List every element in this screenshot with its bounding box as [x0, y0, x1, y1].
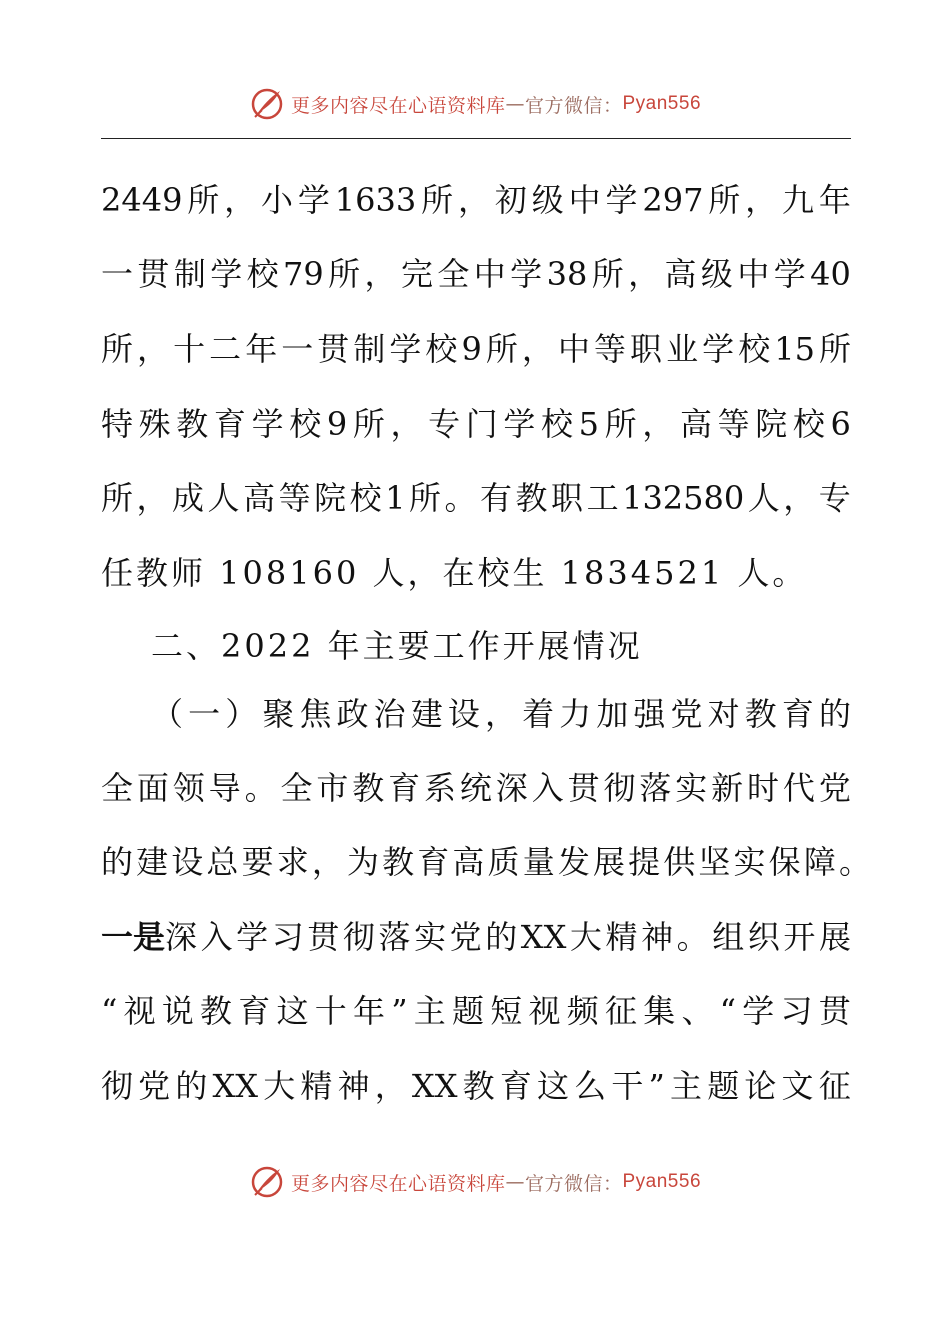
body-line-5: 所 ， 成 人 高 等 院 校 1 所 。 有 教 职 工 132580 人 ， 专 [101, 479, 851, 517]
subsection-heading: （ 一 ） 聚 焦 政 治 建 设 ， 着 力 加 强 党 对 教 育 的 [151, 695, 851, 733]
footer-contact-label: 官方微信： [524, 1172, 623, 1195]
footer-contact-id: Pyan556 [622, 1171, 702, 1192]
body-line-1: 2449 所 ， 小 学 1633 所 ， 初 级 中 学 297 所 ， 九 年 [101, 181, 851, 219]
footer-dash: — [505, 1171, 525, 1193]
body-line-3: 所 ， 十 二 年 一 贯 制 学 校 9 所 ， 中 等 职 业 学 校 15 所 [101, 330, 851, 368]
header-brand: 更多内容尽在心语资料库 [290, 94, 506, 117]
footer-banner [0, 1164, 950, 1200]
emphasis-lead: 一是 [101, 918, 166, 956]
footer-banner-text [291, 1169, 701, 1196]
body-line-13: 彻 党 的 XX 大 精 神 ， XX 教 育 这 么 干 ” 主 题 论 文 征 [101, 1067, 851, 1105]
body-line-4: 特 殊 教 育 学 校 9 所 ， 专 门 学 校 5 所 ， 高 等 院 校 6 [101, 405, 851, 443]
quill-logo-icon [249, 86, 285, 122]
header-banner [0, 86, 950, 122]
footer-brand: 更多内容尽在心语资料库 [290, 1172, 506, 1195]
body-line-2: 一 贯 制 学 校 79 所 ， 完 全 中 学 38 所 ， 高 级 中 学 40 [101, 255, 851, 293]
header-banner-text [291, 91, 701, 118]
body-line-6: 任教师 108160 人，在校生 1834521 人。 [101, 554, 808, 592]
header-dash: — [505, 93, 525, 115]
quill-logo-icon [249, 1164, 285, 1200]
header-contact-label: 官方微信： [524, 94, 623, 117]
header-divider [101, 138, 851, 139]
body-line-11 [101, 915, 851, 959]
body-line-10: 的 建 设 总 要 求 ， 为 教 育 高 质 量 发 展 提 供 坚 实 保 障 。 [101, 843, 871, 881]
header-contact-id: Pyan556 [622, 93, 702, 114]
body-line-9: 全 面 领 导 。 全 市 教 育 系 统 深 入 贯 彻 落 实 新 时 代 党 [101, 769, 851, 807]
body-line-12: “ 视 说 教 育 这 十 年 ” 主 题 短 视 频 征 集 、 “ 学 习 贯 [101, 992, 851, 1030]
section-heading: 二、2022 年主要工作开展情况 [151, 627, 643, 665]
body-line-11-text: 深 入 学 习 贯 彻 落 实 党 的 XX 大 精 神 。 组 织 开 展 [165, 918, 851, 956]
